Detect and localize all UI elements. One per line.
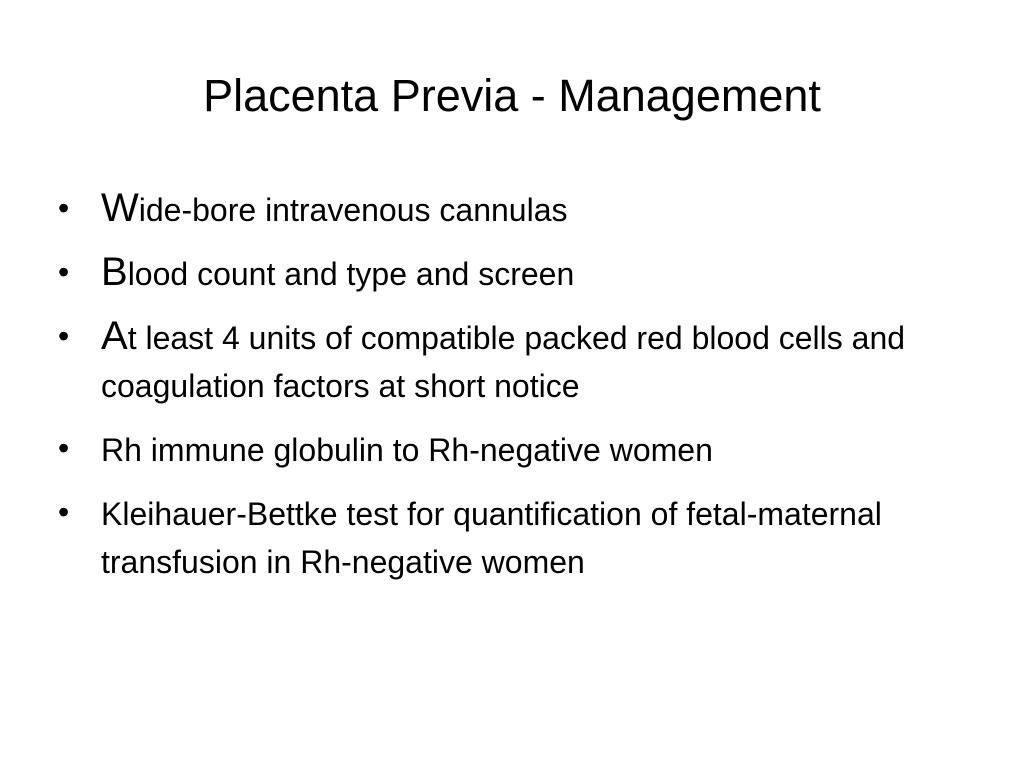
bullet-text: [101, 488, 938, 586]
bullet-rest-text: Rh immune globulin to Rh-negative women: [101, 432, 713, 468]
bullet-lead-letter: B: [101, 250, 128, 294]
bullet-text: [101, 184, 938, 234]
bullet-item: [58, 248, 938, 298]
bullet-text: [101, 424, 938, 474]
bullet-item: [58, 424, 938, 474]
bullet-text: [101, 312, 938, 410]
bullet-icon: •: [58, 190, 70, 226]
bullet-item: [58, 312, 938, 410]
bullet-item: [58, 488, 938, 586]
bullet-icon: •: [58, 430, 70, 466]
bullet-icon: •: [58, 254, 70, 290]
bullet-rest-text: ide-bore intravenous cannulas: [138, 192, 568, 228]
bullet-rest-text: Kleihauer-Bettke test for quantification of fetal-maternal transfusion in Rh-negative women: [101, 496, 882, 580]
slide-title: Placenta Previa - Management: [203, 70, 821, 121]
bullet-text: [101, 248, 938, 298]
bullet-list: [58, 184, 938, 600]
bullet-lead-letter: A: [101, 314, 128, 358]
bullet-item: [58, 184, 938, 234]
bullet-icon: •: [58, 318, 70, 354]
bullet-icon: •: [58, 494, 70, 530]
bullet-rest-text: lood count and type and screen: [127, 256, 575, 292]
bullet-rest-text: t least 4 units of compatible packed red blood cells and coagulation factors at short notice: [101, 320, 906, 404]
bullet-lead-letter: W: [101, 186, 139, 230]
